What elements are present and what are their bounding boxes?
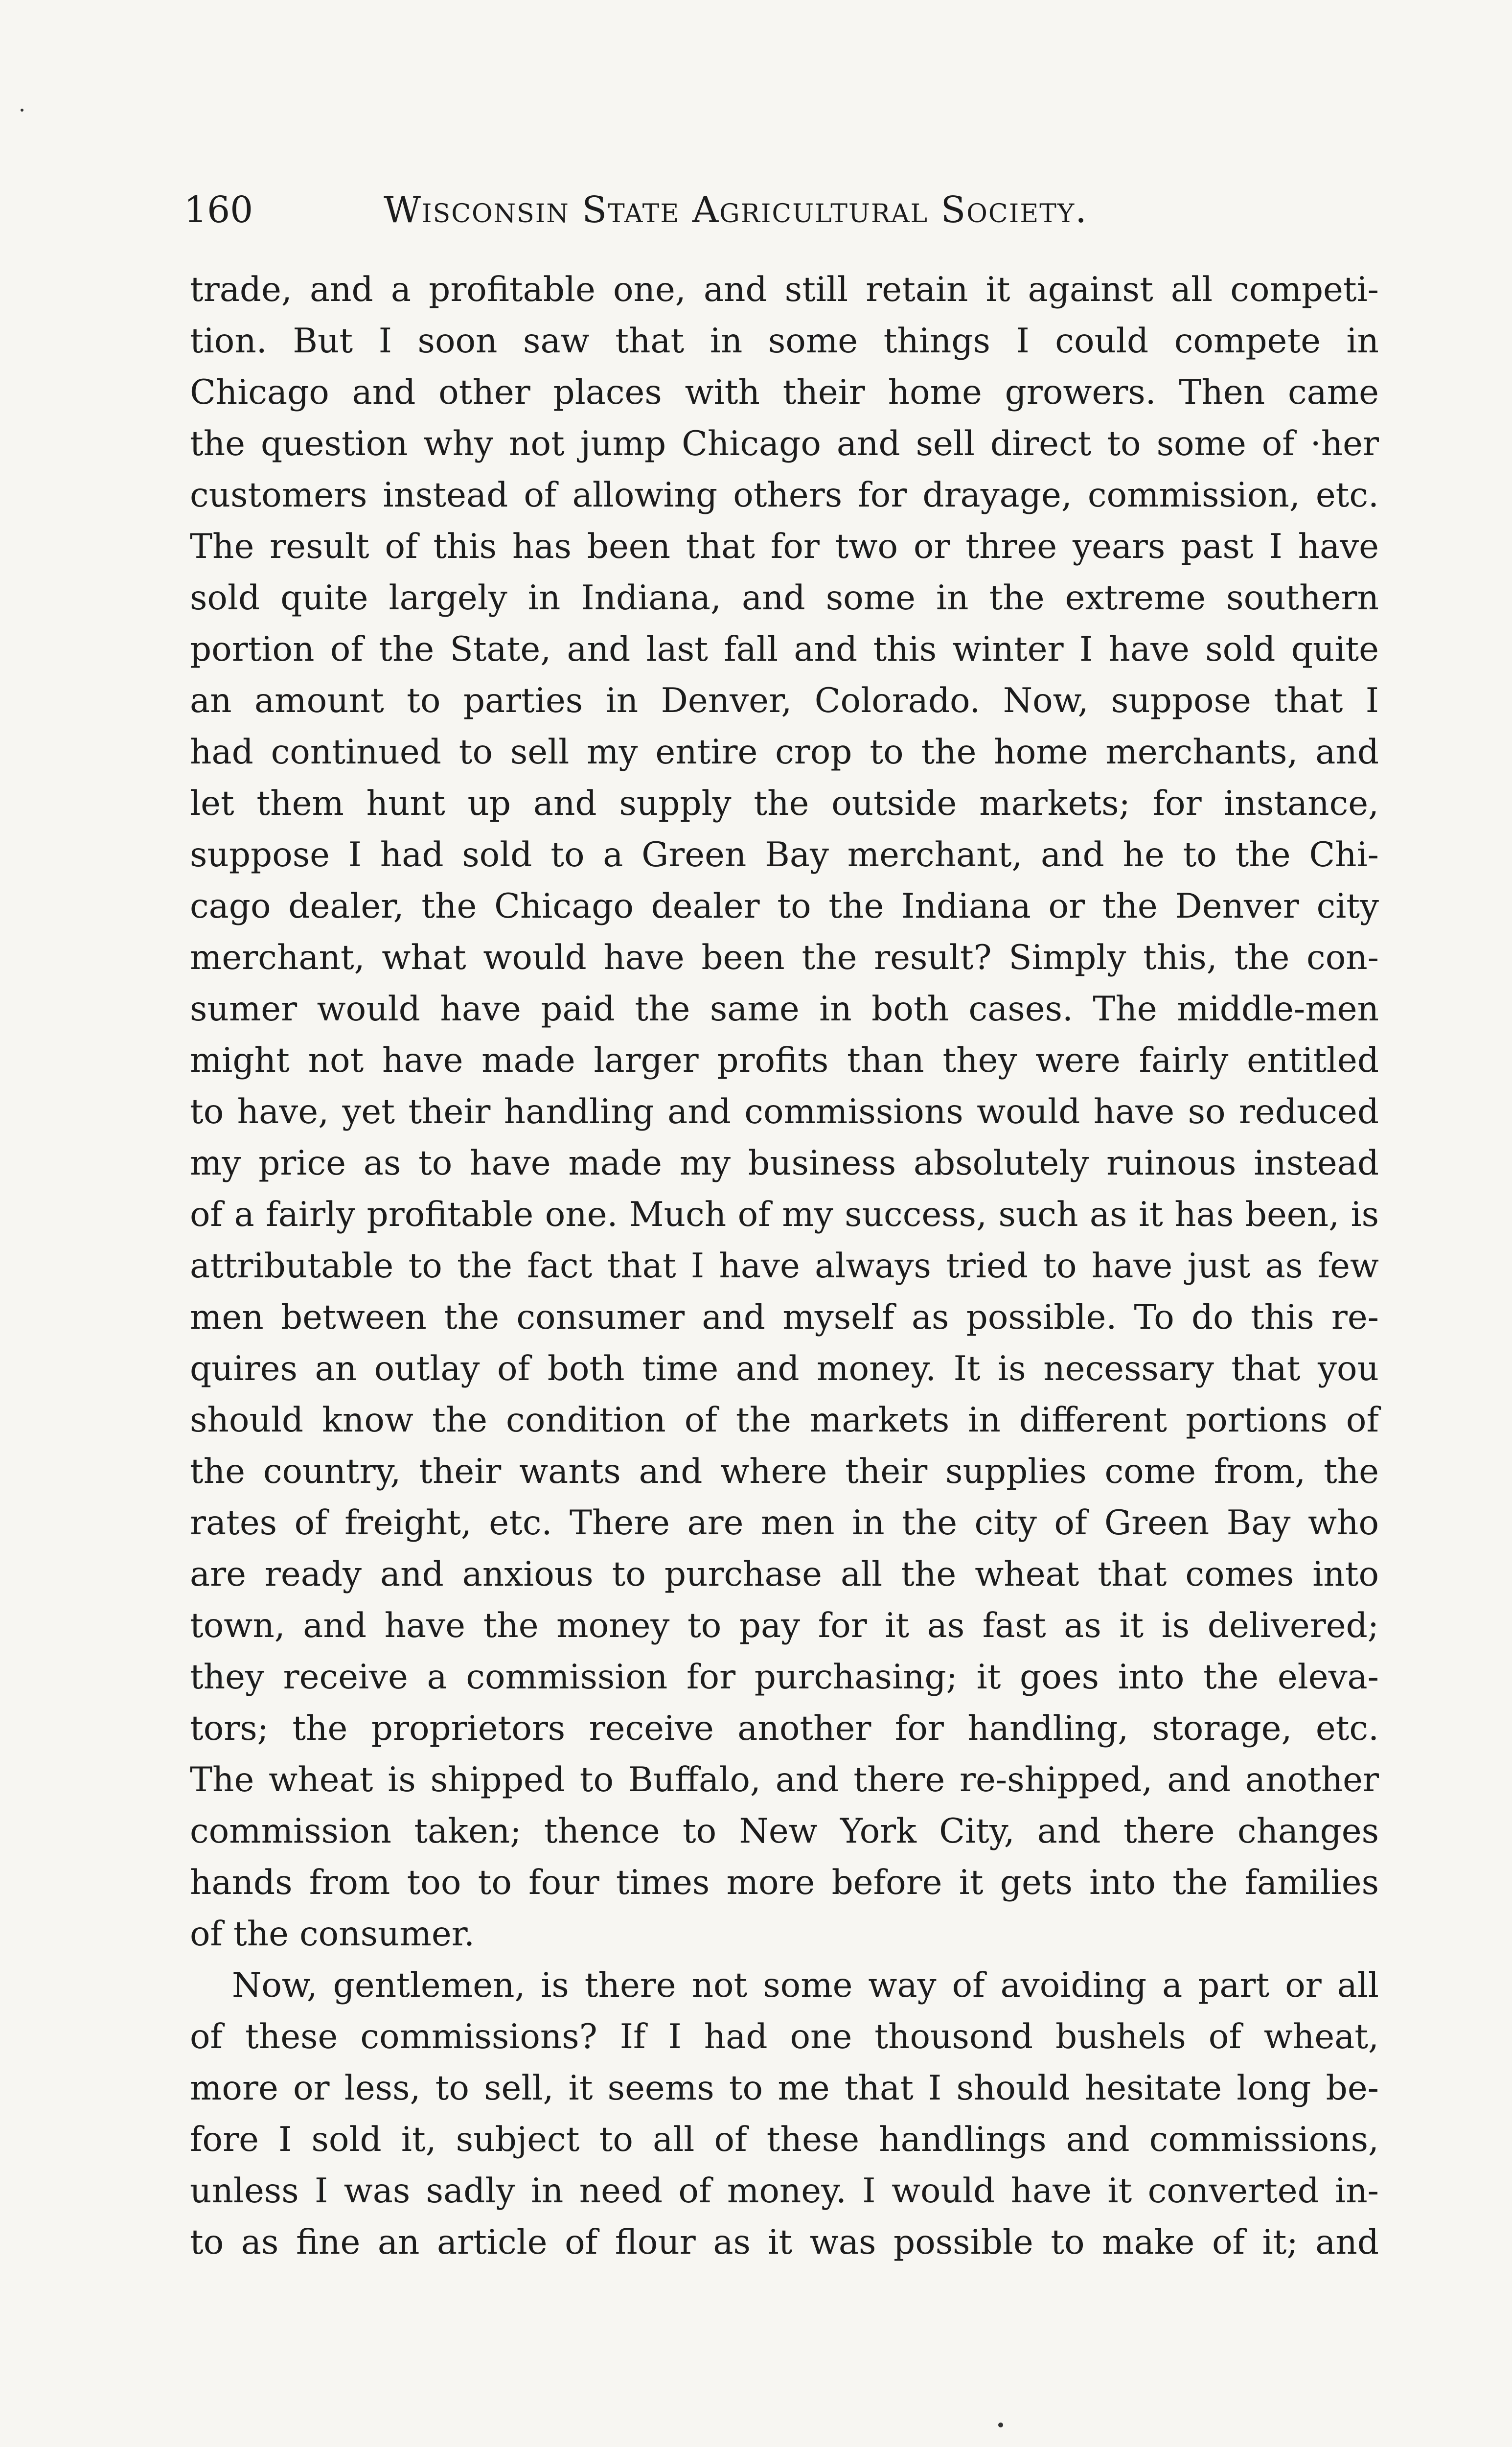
text-line: to as fine an article of flour as it was possible to make of it; and [190, 2223, 1379, 2262]
text-line: had continued to sell my entire crop to the home merchants, and [190, 733, 1379, 772]
paragraph-start-line: Now, gentlemen, is there not some way of avoiding a part or all [232, 1966, 1379, 2005]
text-line: should know the condition of the markets in different portions of [190, 1401, 1379, 1440]
text-line: my price as to have made my business absolutely ruinous instead [190, 1144, 1379, 1183]
text-line: more or less, to sell, it seems to me that I should hesitate long be- [190, 2069, 1379, 2108]
text-line: an amount to parties in Denver, Colorado. Now, suppose that I [190, 681, 1379, 720]
text-line: are ready and anxious to purchase all the wheat that comes into [190, 1555, 1379, 1594]
text-line: tion. But I soon saw that in some things I could compete in [190, 322, 1379, 361]
text-line: men between the consumer and myself as possible. To do this re- [190, 1298, 1379, 1337]
text-line: might not have made larger profits than they were fairly entitled [190, 1041, 1379, 1080]
text-line: merchant, what would have been the result? Simply this, the con- [190, 938, 1379, 977]
text-line: Chicago and other places with their home growers. Then came [190, 373, 1379, 412]
text-line: trade, and a profitable one, and still retain it against all competi- [190, 270, 1379, 309]
text-line: tors; the proprietors receive another for handling, storage, etc. [190, 1709, 1379, 1748]
text-line: fore I sold it, subject to all of these handlings and commissions, [190, 2120, 1379, 2159]
text-line: commission taken; thence to New York City, and there changes [190, 1812, 1379, 1851]
text-line: let them hunt up and supply the outside markets; for instance, [190, 784, 1379, 823]
body-text [190, 264, 1379, 2268]
text-line: customers instead of allowing others for drayage, commission, etc. [190, 476, 1379, 515]
text-line: town, and have the money to pay for it as fast as it is delivered; [190, 1606, 1379, 1645]
text-line: rates of freight, etc. There are men in the city of Green Bay who [190, 1503, 1379, 1543]
text-line: to have, yet their handling and commissions would have so reduced [190, 1092, 1379, 1131]
page-number: 160 [184, 189, 253, 231]
text-line: of a fairly profitable one. Much of my success, such as it has been, is [190, 1195, 1379, 1234]
page-header [184, 183, 1388, 237]
scan-speck [21, 109, 23, 112]
text-line: hands from too to four times more before it gets into the families [190, 1863, 1379, 1902]
text-line: The wheat is shipped to Buffalo, and there re-shipped, and another [190, 1760, 1379, 1800]
paragraph-end-line: of the consumer. [190, 1915, 475, 1954]
text-line: attributable to the fact that I have always tried to have just as few [190, 1247, 1379, 1286]
text-line: the country, their wants and where their supplies come from, the [190, 1452, 1379, 1491]
text-line: sumer would have paid the same in both cases. The middle-men [190, 990, 1379, 1029]
text-line: the question why not jump Chicago and sell direct to some of ·her [190, 424, 1379, 463]
text-line: cago dealer, the Chicago dealer to the Indiana or the Denver city [190, 887, 1379, 926]
text-line: of these commissions? If I had one thousond bushels of wheat, [190, 2017, 1379, 2056]
text-line: unless I was sadly in need of money. I would have it converted in- [190, 2171, 1379, 2211]
text-line: sold quite largely in Indiana, and some in the extreme southern [190, 578, 1379, 618]
text-line: suppose I had sold to a Green Bay merchant, and he to the Chi- [190, 835, 1379, 875]
scan-speck [998, 2423, 1003, 2427]
text-line: portion of the State, and last fall and this winter I have sold quite [190, 630, 1379, 669]
text-line: they receive a commission for purchasing; it goes into the eleva- [190, 1658, 1379, 1697]
text-line: quires an outlay of both time and money. It is necessary that you [190, 1349, 1379, 1388]
running-head: Wisconsin State Agricultural Society. [384, 189, 1088, 231]
text-line: The result of this has been that for two or three years past I have [190, 527, 1379, 566]
